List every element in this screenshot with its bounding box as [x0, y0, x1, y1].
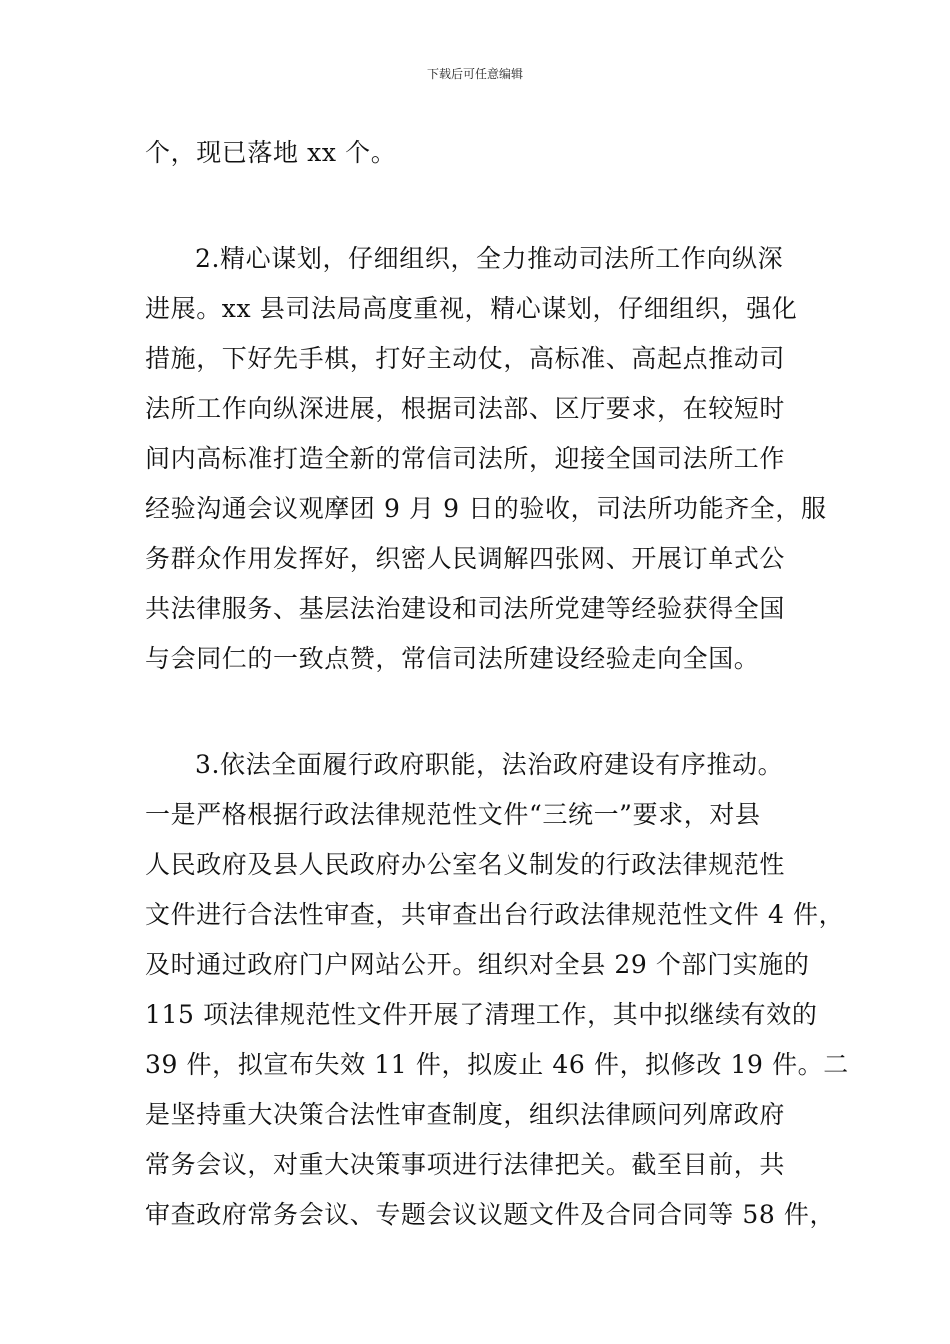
paragraph-gap: [145, 178, 825, 234]
text-line: 一是严格根据行政法律规范性文件“三统一”要求，对县: [145, 800, 761, 829]
text-line: 3.依法全面履行政府职能，法治政府建设有序推动。: [195, 750, 784, 779]
document-body: [145, 128, 849, 1240]
text-line: 115 项法律规范性文件开展了清理工作，其中拟继续有效的: [145, 1000, 818, 1029]
text-line: 审查政府常务会议、专题会议议题文件及合同合同等 58 件，: [145, 1200, 836, 1229]
text-line: 务群众作用发挥好，织密人民调解四张网、开展订单式公: [145, 544, 786, 573]
text-line: 是坚持重大决策合法性审查制度，组织法律顾问列席政府: [145, 1100, 786, 1129]
paragraph-continuation: [145, 128, 825, 178]
text-line: 措施，下好先手棋，打好主动仗，高标准、高起点推动司: [145, 344, 786, 373]
text-line: 与会同仁的一致点赞，常信司法所建设经验走向全国。: [145, 644, 760, 673]
text-line: 进展。xx 县司法局高度重视，精心谋划，仔细组织，强化: [145, 294, 798, 323]
text-line: 间内高标准打造全新的常信司法所，迎接全国司法所工作: [145, 444, 786, 473]
text-line: 人民政府及县人民政府办公室名义制发的行政法律规范性: [145, 850, 786, 879]
text-line: 经验沟通会议观摩团 9 月 9 日的验收，司法所功能齐全，服: [145, 494, 827, 523]
text-line: 个，现已落地 xx 个。: [145, 138, 397, 167]
paragraph-gap: [145, 684, 825, 740]
text-line: 共法律服务、基层法治建设和司法所党建等经验获得全国: [145, 594, 786, 623]
text-line: 及时通过政府门户网站公开。组织对全县 29 个部门实施的: [145, 950, 810, 979]
text-line: 法所工作向纵深进展，根据司法部、区厅要求，在较短时: [145, 394, 786, 423]
page-header: 下载后可任意编辑: [426, 67, 523, 81]
text-line: 2.精心谋划，仔细组织，全力推动司法所工作向纵深: [195, 244, 784, 273]
paragraph-3: [145, 740, 849, 1240]
paragraph-2: [145, 234, 825, 684]
text-line: 文件进行合法性审查，共审查出台行政法律规范性文件 4 件，: [145, 900, 845, 929]
text-line: 39 件，拟宣布失效 11 件，拟废止 46 件，拟修改 19 件。二: [145, 1050, 849, 1079]
text-line: 常务会议，对重大决策事项进行法律把关。截至目前，共: [145, 1150, 786, 1179]
